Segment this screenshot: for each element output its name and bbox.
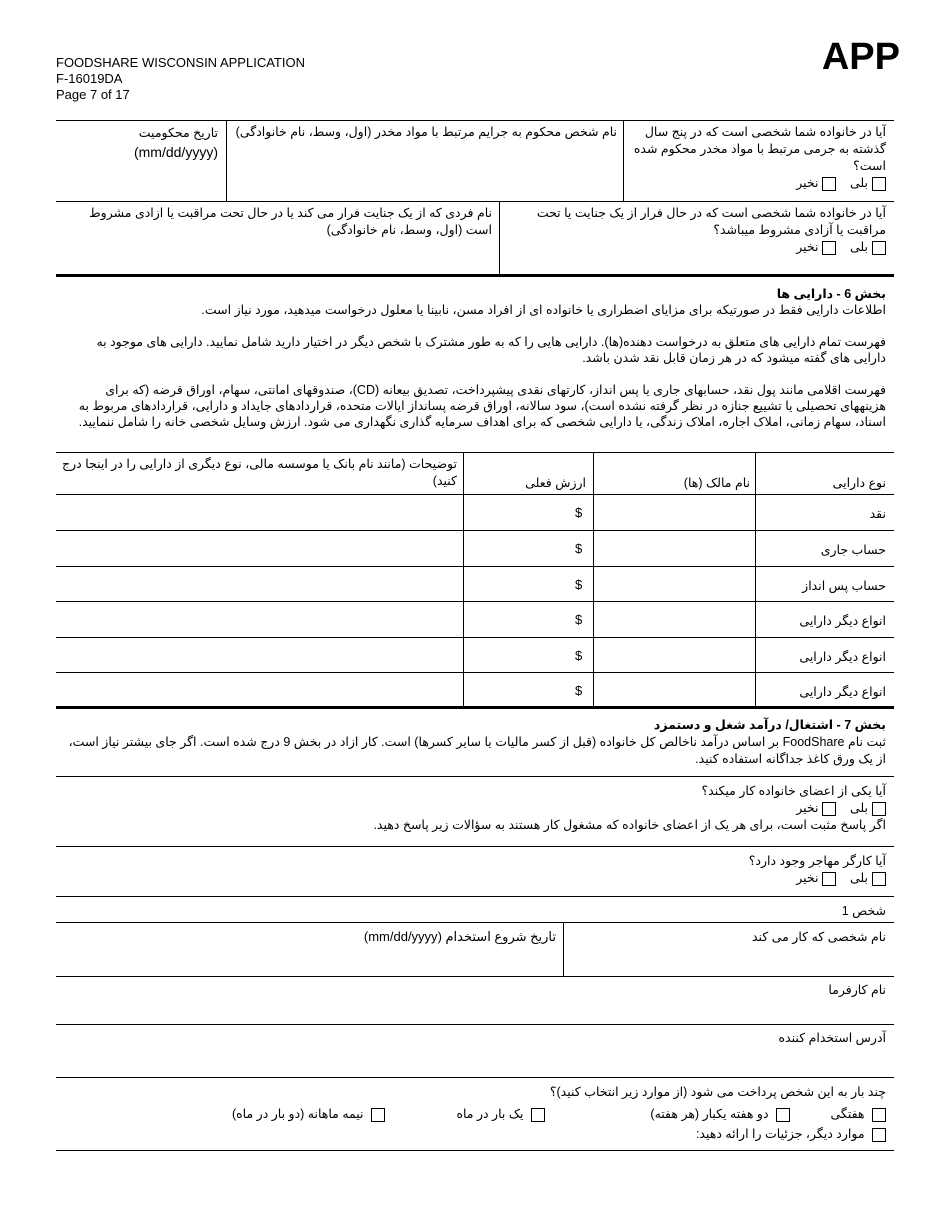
- section7-text: [62, 717, 886, 768]
- migrant-no-checkbox[interactable]: [822, 872, 836, 886]
- currency-symbol: $: [575, 541, 583, 556]
- fleeing-no-checkbox[interactable]: [822, 241, 836, 255]
- col-current-value: ارزش فعلی: [525, 476, 586, 490]
- section6-para1: اطلاعات دارایی فقط در صورتیکه برای مزایای اضطراری یا خانواده ای از افراد مسن، نابینا یا معلول درخواست میدهید، مورد نیاز است.: [201, 303, 886, 317]
- conviction-date-label: تاریخ محکومیت (mm/dd/yyyy): [133, 126, 218, 160]
- pay-monthly-option[interactable]: یک بار در ماه: [380, 1106, 545, 1122]
- fleeing-options: بلی نخیر: [506, 239, 886, 256]
- pay-semimonthly-option[interactable]: نیمه ماهانه (دو بار در ماه): [150, 1106, 385, 1122]
- fleeing-yes-checkbox[interactable]: [872, 241, 886, 255]
- app-label: APP: [821, 36, 900, 78]
- form-title: FOODSHARE WISCONSIN APPLICATION: [56, 55, 305, 70]
- currency-symbol: $: [575, 683, 583, 698]
- section7-title: بخش 7 - اشتغال/ درآمد شغل و دستمزد: [653, 718, 886, 732]
- pay-weekly-option[interactable]: هفتگی: [726, 1106, 886, 1122]
- working-note: اگر پاسخ مثبت است، برای هر یک از اعضای خانواده که مشغول کار هستند به سؤالات زیر پاسخ دهید.: [373, 818, 886, 832]
- col-asset-type: نوع دارایی: [832, 476, 886, 490]
- asset-type-cell: نقد: [869, 507, 886, 521]
- col-description: توضیحات (مانند نام بانک یا موسسه مالی، نوع دیگری از دارایی را در اینجا درج کنید): [62, 457, 457, 488]
- migrant-question: آیا کارگر مهاجر وجود دارد؟ بلی نخیر: [62, 853, 886, 887]
- drug-yes-checkbox[interactable]: [872, 177, 886, 191]
- drug-no-checkbox[interactable]: [822, 177, 836, 191]
- section6-text: [70, 286, 886, 430]
- pay-semimonthly-checkbox[interactable]: [371, 1108, 385, 1122]
- pay-other-checkbox[interactable]: [872, 1128, 886, 1142]
- currency-symbol: $: [575, 648, 583, 663]
- form-number: F-16019DA: [56, 71, 123, 86]
- drug-conviction-question: آیا در خانواده شما شخصی است که در پنج سال گذشته به جرمی مرتبط با مواد مخدر محکوم شده است؟ بلی نخیر: [630, 124, 886, 192]
- section7-para: ثبت نام FoodShare بر اساس درآمد ناخالص کل خانواده (قبل از کسر مالیات یا سایر کسرها) است. کار ازاد در بخش 9 درج شده است. اگر جای بیشتر نیاز است، از یک ورق کاغذ جداگانه استفاده کنید.: [68, 735, 886, 766]
- currency-symbol: $: [575, 505, 583, 520]
- currency-symbol: $: [575, 577, 583, 592]
- pay-biweekly-checkbox[interactable]: [776, 1108, 790, 1122]
- pay-frequency-question: چند بار به این شخص پرداخت می شود (از موارد زیر انتخاب کنید)؟: [549, 1085, 886, 1099]
- pay-other-option[interactable]: موارد دیگر، جزئیات را ارائه دهید:: [560, 1126, 886, 1142]
- migrant-options: بلی نخیر: [62, 870, 886, 887]
- form-header: [56, 55, 305, 103]
- employer-address-field[interactable]: آدرس استخدام کننده: [778, 1031, 886, 1045]
- pay-monthly-checkbox[interactable]: [531, 1108, 545, 1122]
- section6-para2: فهرست تمام دارایی های متعلق به درخواست دهنده(ها). دارایی هایی را که به طور مشترک با شخص دیگر در اختیار دارید شامل نمایید. دارایی های موجود به دارایی های گفته میشود که در هر زمان قابل نقد شدن باشد.: [96, 335, 886, 365]
- employer-name-field[interactable]: نام کارفرما: [828, 983, 886, 997]
- asset-type-cell: حساب پس انداز: [802, 579, 886, 593]
- working-options: بلی نخیر: [62, 800, 886, 817]
- asset-type-cell: انواع دیگر دارایی: [799, 685, 886, 699]
- migrant-yes-checkbox[interactable]: [872, 872, 886, 886]
- person-1-label: شخص 1: [841, 904, 886, 918]
- drug-conviction-options: بلی نخیر: [630, 175, 886, 192]
- asset-type-cell: حساب جاری: [820, 543, 886, 557]
- col-owner-name: نام مالک (ها): [683, 476, 750, 490]
- pay-biweekly-option[interactable]: دو هفته یکبار (هر هفته): [560, 1106, 790, 1122]
- fleeing-felon-question: آیا در خانواده شما شخصی است که در حال فرار از یک جنایت یا تحت مراقبت یا آزادی مشروط میباشد؟ بلی نخیر: [506, 205, 886, 256]
- working-yes-checkbox[interactable]: [872, 802, 886, 816]
- fleeing-name-label: نام فردی که از یک جنایت فرار می کند یا در حال تحت مراقبت یا ازادی مشروط است (اول، وسط، نام خانوادگی): [89, 206, 492, 237]
- working-question: آیا یکی از اعضای خانواده کار میکند؟ بلی نخیر اگر پاسخ مثبت است، برای هر یک از اعضای خانواده که مشغول کار هستند به سؤالات زیر پاسخ دهید.: [62, 783, 886, 834]
- pay-weekly-checkbox[interactable]: [872, 1108, 886, 1122]
- convicted-name-label: نام شخص محکوم به جرایم مرتبط با مواد مخدر (اول، وسط، نام خانوادگی): [235, 125, 617, 139]
- start-date-field[interactable]: تاریخ شروع استخدام (mm/dd/yyyy): [363, 929, 556, 944]
- asset-type-cell: انواع دیگر دارایی: [799, 650, 886, 664]
- asset-type-cell: انواع دیگر دارایی: [799, 614, 886, 628]
- working-no-checkbox[interactable]: [822, 802, 836, 816]
- page-number: Page 7 of 17: [56, 87, 130, 102]
- working-person-name-field[interactable]: نام شخصی که کار می کند: [751, 930, 886, 944]
- section6-title: بخش 6 - دارایی ها: [776, 287, 886, 301]
- currency-symbol: $: [575, 612, 583, 627]
- section6-para3: فهرست اقلامی مانند پول نقد، حسابهای جاری یا پس انداز، کارتهای نقدی پیشپرداخت، تصدیق بیعانه (CD)، صندوقهای امانتی، سهام، اوراق قرضه (که برای هزینههای تحصیلی یا تشییع جنازه در نظر گرفته نشده است)، سود سالانه، اوراق قرضه پسانداز ایالات متحده، قراردادهای جایداد و دارایی، قراردادهای مربوط به اسناد، سهام زمانی، املاک اجاره، املاک زندگی، یا دارایی شخصی که برای اهداف سرمایه گذاری نگهداری می شود. ارزش وسایل شخصی خانه را شامل ننمایید.: [78, 383, 886, 429]
